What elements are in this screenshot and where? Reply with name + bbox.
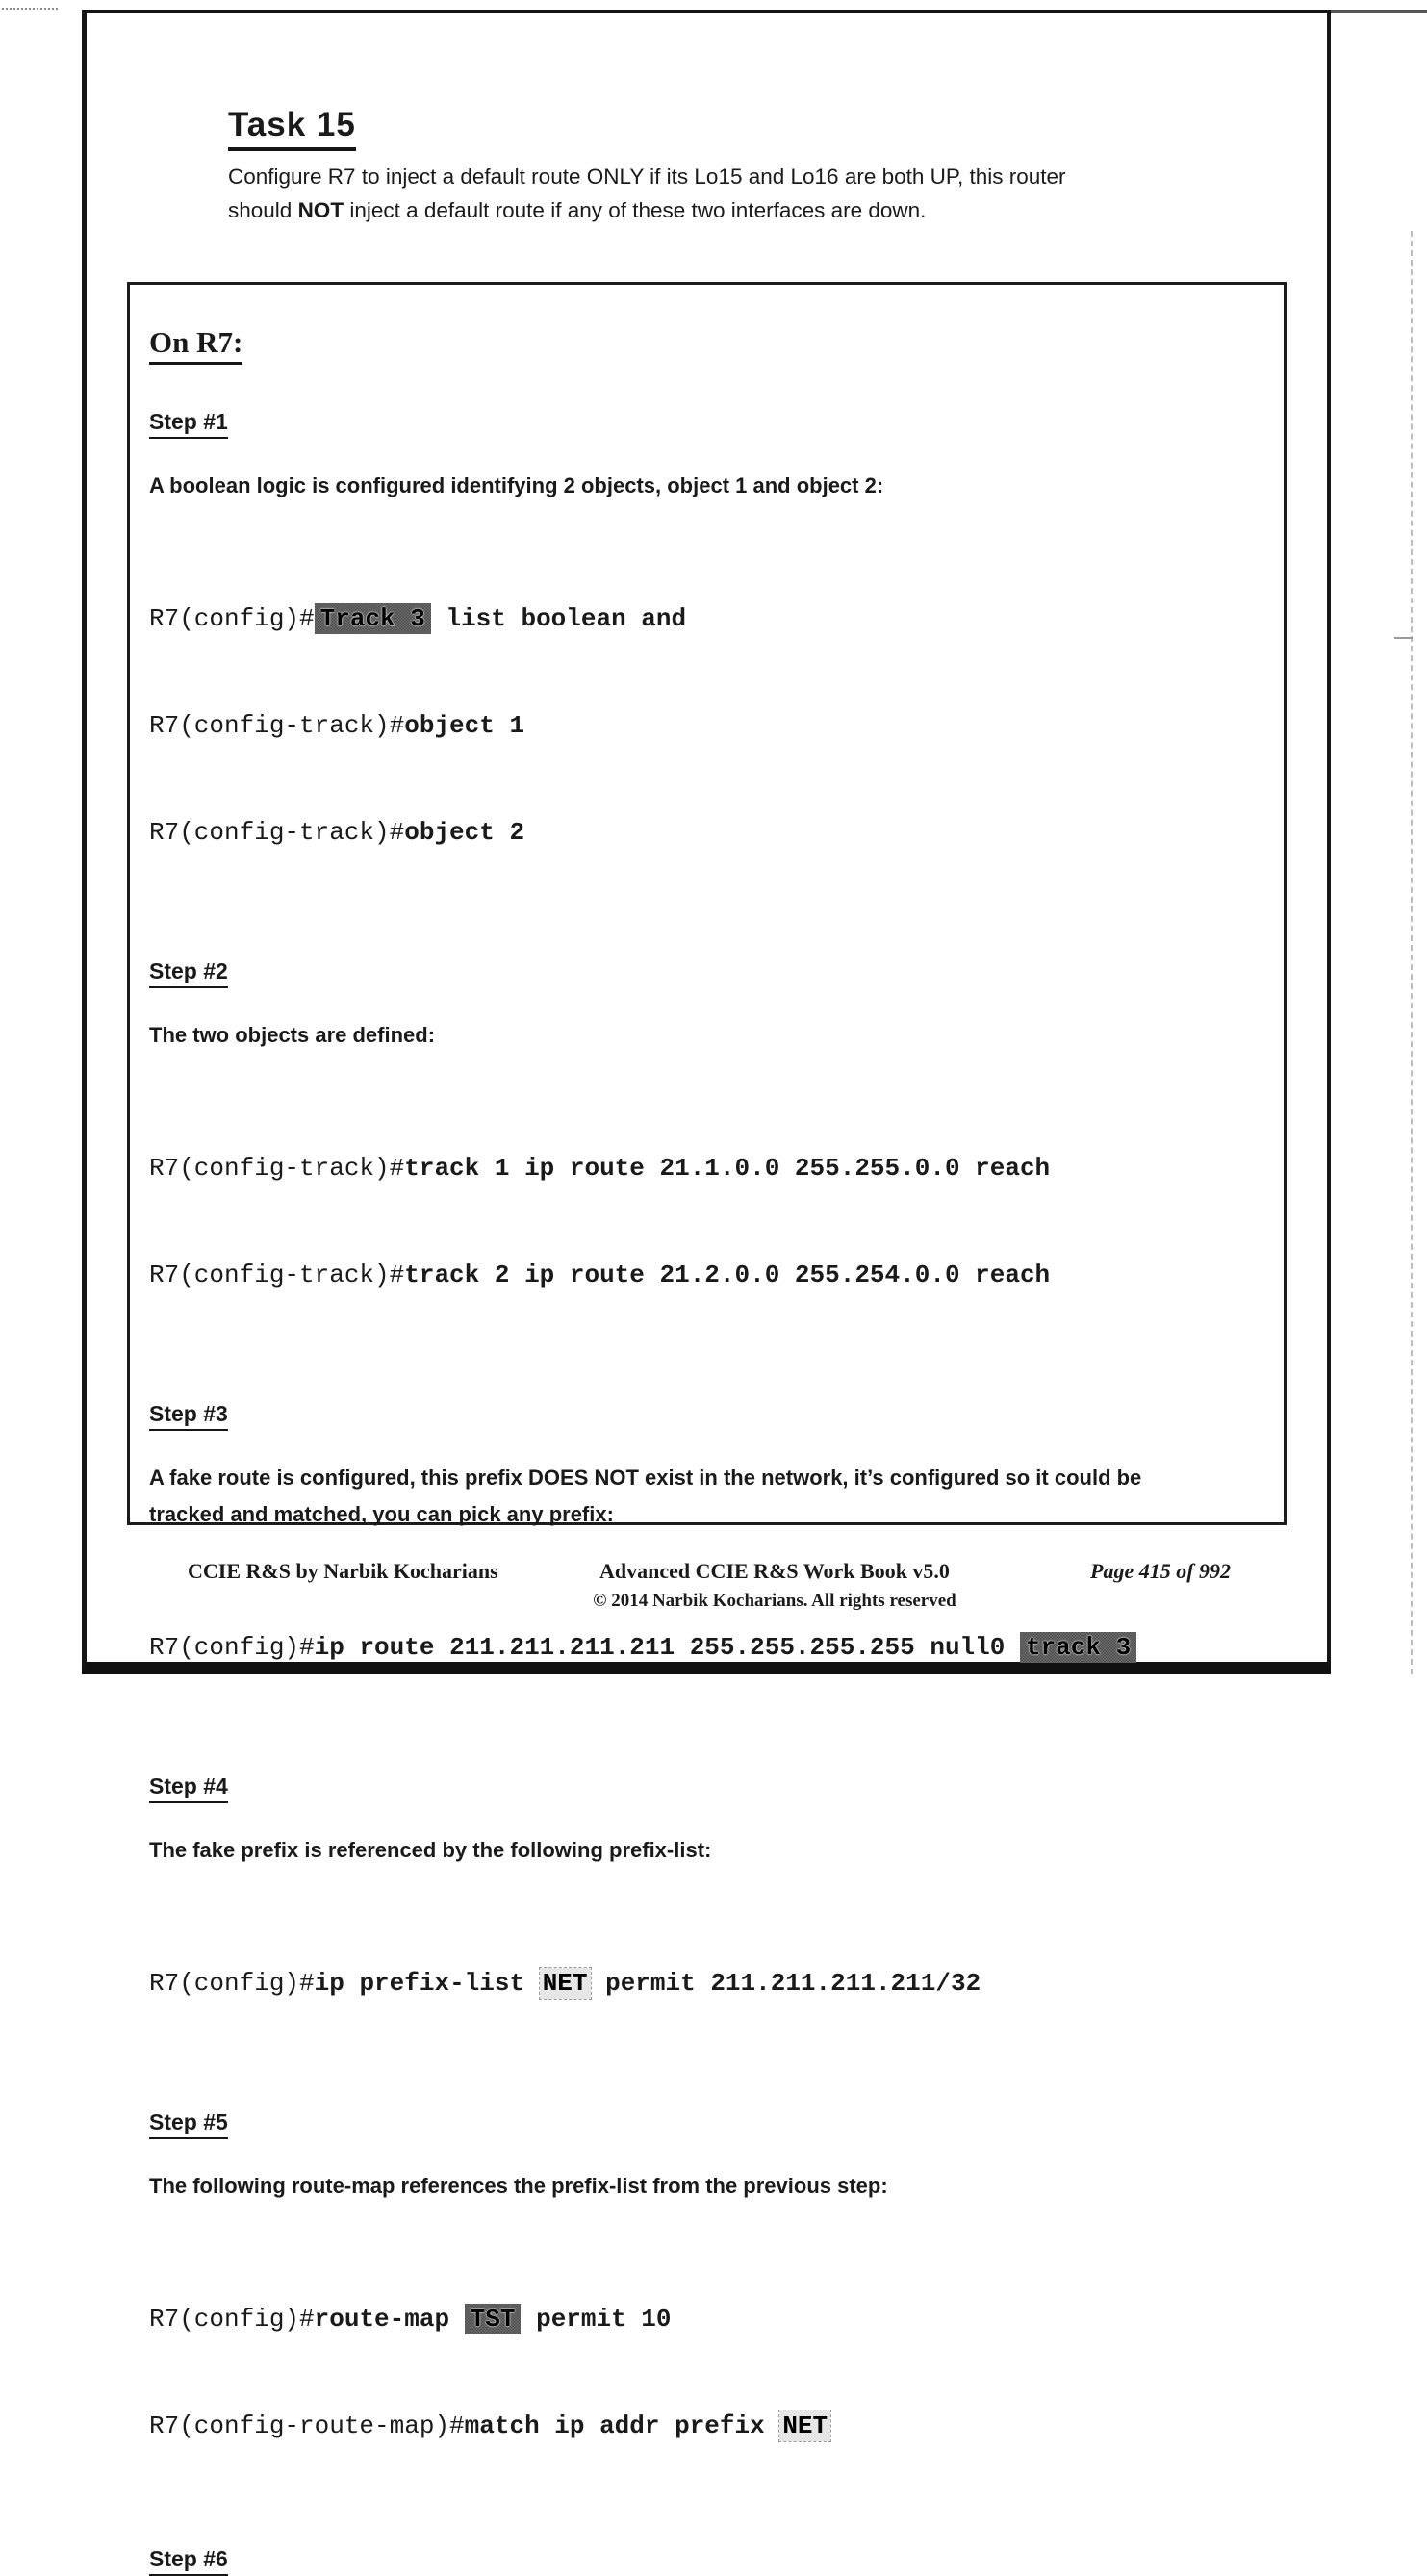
cli-prompt: R7(config)# (149, 1633, 315, 1662)
code-line (149, 1151, 1259, 1186)
cli-command: permit 10 (521, 2305, 672, 2334)
step-1-code (149, 530, 1259, 922)
step-5-desc: The following route-map references the prefix-list from the previous step: (149, 2174, 888, 2198)
task-intro-line2-post: inject a default route if any of these two interfaces are down. (344, 198, 927, 222)
cli-prompt: R7(config-track)# (149, 711, 405, 740)
footer-book-author: CCIE R&S by Narbik Kocharians (188, 1559, 498, 1583)
step-3-heading: Step #3 (149, 1401, 228, 1431)
cli-prompt: R7(config-track)# (149, 1154, 405, 1183)
step-3-desc-line1: A fake route is configured, this prefix DOES NOT exist in the network, it’s configured so it could be (149, 1466, 1142, 1490)
code-line (149, 815, 1259, 851)
cli-command: ip route 211.211.211.211 255.255.255.255 null0 (314, 1633, 1020, 1662)
cli-prompt: R7(config)# (149, 2305, 315, 2334)
code-line (149, 1630, 1259, 1666)
highlight-track-3: track 3 (1020, 1632, 1136, 1663)
cli-command: object 2 (404, 818, 525, 847)
highlight-net: NET (779, 2410, 830, 2441)
step-1-heading: Step #1 (149, 409, 228, 439)
code-line (149, 601, 1259, 637)
scan-artifact-top-line (1331, 10, 1427, 13)
step-2-heading: Step #2 (149, 958, 228, 988)
highlight-net: NET (540, 1968, 591, 1999)
step-1-desc: A boolean logic is configured identifying 2 objects, object 1 and object 2: (149, 473, 884, 497)
task-intro (228, 160, 1200, 227)
task-intro-not: NOT (297, 198, 344, 222)
step-4-desc: The fake prefix is referenced by the following prefix-list: (149, 1838, 712, 1862)
box-heading: On R7: (149, 325, 242, 365)
code-line (149, 2302, 1259, 2337)
step-4-code (149, 1895, 1259, 2073)
cli-prompt: R7(config)# (149, 1969, 315, 1998)
step-2-desc: The two objects are defined: (149, 1023, 436, 1047)
cli-command: route-map (314, 2305, 465, 2334)
cli-command: permit 211.211.211.211/32 (590, 1969, 981, 1998)
cli-prompt: R7(config-route-map)# (149, 2411, 465, 2440)
cli-prompt: R7(config-track)# (149, 1261, 405, 1289)
cli-prompt: R7(config)# (149, 604, 315, 633)
code-line (149, 1966, 1259, 2002)
scan-artifact-top-dots (2, 8, 58, 10)
scan-artifact-tick (1394, 637, 1413, 639)
cli-command: object 1 (404, 711, 525, 740)
footer-book-title: Advanced CCIE R&S Work Book v5.0 (599, 1559, 950, 1583)
cli-command: match ip addr prefix (464, 2411, 780, 2440)
step-3-desc-line2: tracked and matched, you can pick any prefix: (149, 1502, 614, 1526)
task-intro-line2-pre: should (228, 198, 298, 222)
cli-command: ip prefix-list (314, 1969, 540, 1998)
task-intro-line1: Configure R7 to inject a default route ONLY if its Lo15 and Lo16 are both UP, this router (228, 165, 1066, 189)
cli-command: track 2 ip route 21.2.0.0 255.254.0.0 reach (404, 1261, 1051, 1289)
task-title: Task 15 (228, 106, 356, 151)
scan-artifact-right-line (1411, 231, 1413, 1674)
cli-command: track 1 ip route 21.1.0.0 255.255.0.0 reach (404, 1154, 1051, 1183)
step-6-heading: Step #6 (149, 2546, 228, 2576)
footer-book-title-block (558, 1559, 991, 1612)
cli-prompt: R7(config-track)# (149, 818, 405, 847)
cli-command: list boolean and (430, 604, 687, 633)
highlight-track-3: Track 3 (315, 603, 431, 634)
footer-page-number: Page 415 of 992 (1090, 1559, 1232, 1583)
step-4-heading: Step #4 (149, 1773, 228, 1803)
footer-copyright: © 2014 Narbik Kocharians. All rights reserved (593, 1591, 956, 1611)
highlight-tst: TST (465, 2304, 522, 2334)
code-line (149, 2409, 1259, 2444)
code-line (149, 708, 1259, 744)
step-5-heading: Step #5 (149, 2109, 228, 2139)
step-3-desc (149, 1460, 1259, 1533)
code-line (149, 1258, 1259, 1293)
step-5-code (149, 2231, 1259, 2515)
step-2-code (149, 1080, 1259, 1365)
